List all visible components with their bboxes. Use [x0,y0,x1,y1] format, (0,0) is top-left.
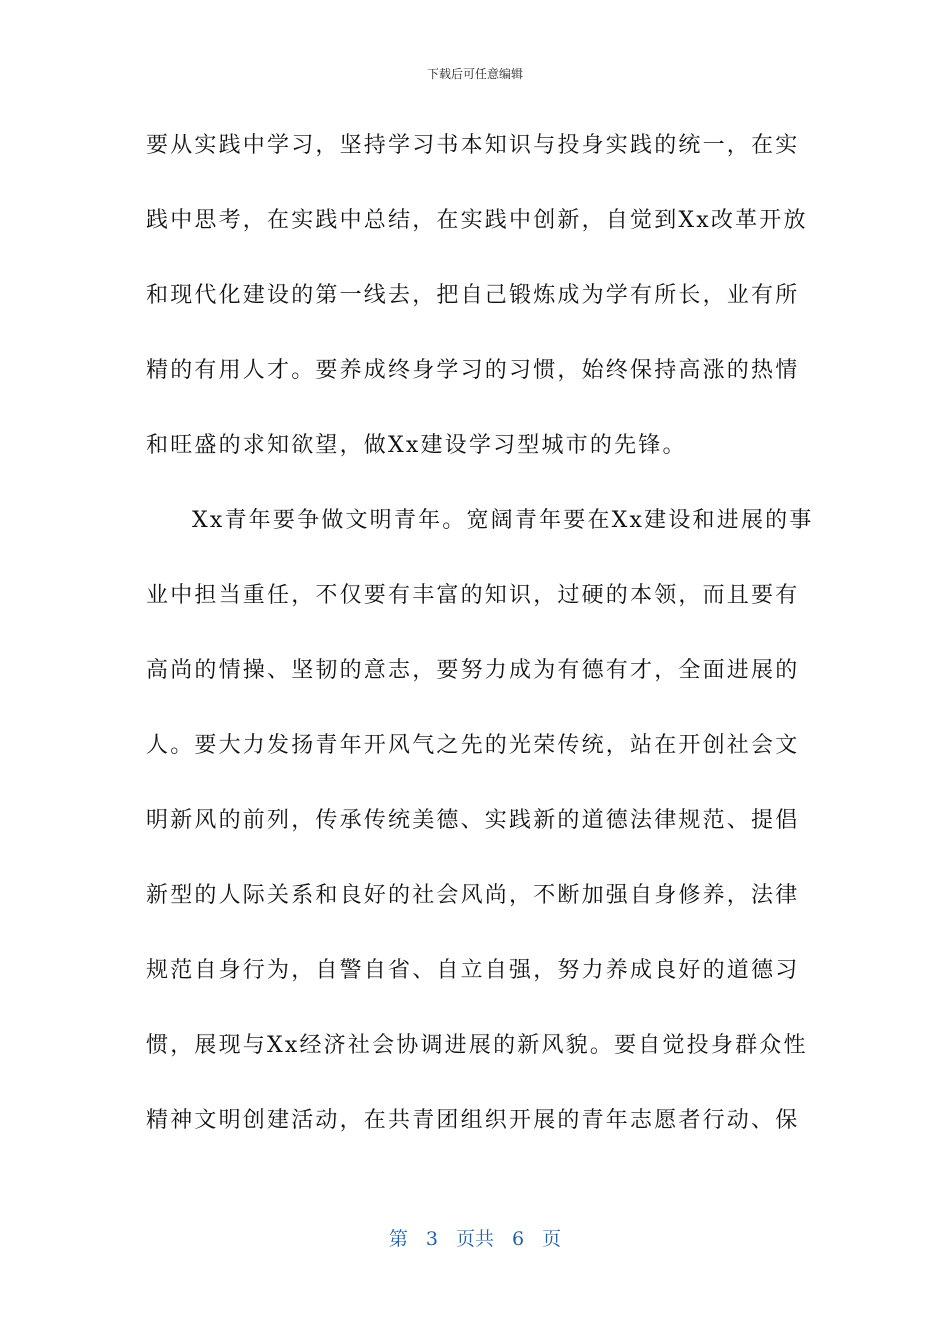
total-pages-number: 6 [512,1228,525,1250]
footer-label-ye-gong: 页共 [455,1228,494,1250]
document-body [146,125,814,1175]
text-line: 要从实践中学习，坚持学习书本知识与投身实践的统一，在实 [146,133,800,158]
text-line: 惯，展现与Xx经济社会协调进展的新风貌。要自觉投身群众性 [146,1033,808,1058]
paragraph-start-line: Xx青年要争做文明青年。宽阔青年要在Xx建设和进展的事 [192,508,814,533]
footer-label-ye: 页 [542,1228,562,1250]
text-line: 人。要大力发扬青年开风气之先的光荣传统，站在开创社会文 [146,733,800,758]
page-number-footer [0,1226,950,1252]
page-header: 下载后可任意编辑 [426,67,523,81]
footer-label-di: 第 [388,1228,408,1250]
text-line: 业中担当重任，不仅要有丰富的知识，过硬的本领，而且要有 [146,583,800,608]
text-line: 新型的人际关系和良好的社会风尚，不断加强自身修养，法律 [146,883,800,908]
text-line: 精神文明创建活动，在共青团组织开展的青年志愿者行动、保 [146,1108,800,1133]
current-page-number: 3 [425,1228,438,1250]
text-line: 规范自身行为，自警自省、自立自强，努力养成良好的道德习 [146,958,800,983]
text-line: 和旺盛的求知欲望，做Xx建设学习型城市的先锋。 [146,433,687,458]
text-line: 和现代化建设的第一线去，把自己锻炼成为学有所长，业有所 [146,283,800,308]
text-line: 高尚的情操、坚韧的意志，要努力成为有德有才，全面进展的 [146,658,800,683]
text-line: 践中思考，在实践中总结，在实践中创新，自觉到Xx改革开放 [146,208,808,233]
text-line: 明新风的前列，传承传统美德、实践新的道德法律规范、提倡 [146,808,800,833]
text-line: 精的有用人才。要养成终身学习的习惯，始终保持高涨的热情 [146,358,800,383]
